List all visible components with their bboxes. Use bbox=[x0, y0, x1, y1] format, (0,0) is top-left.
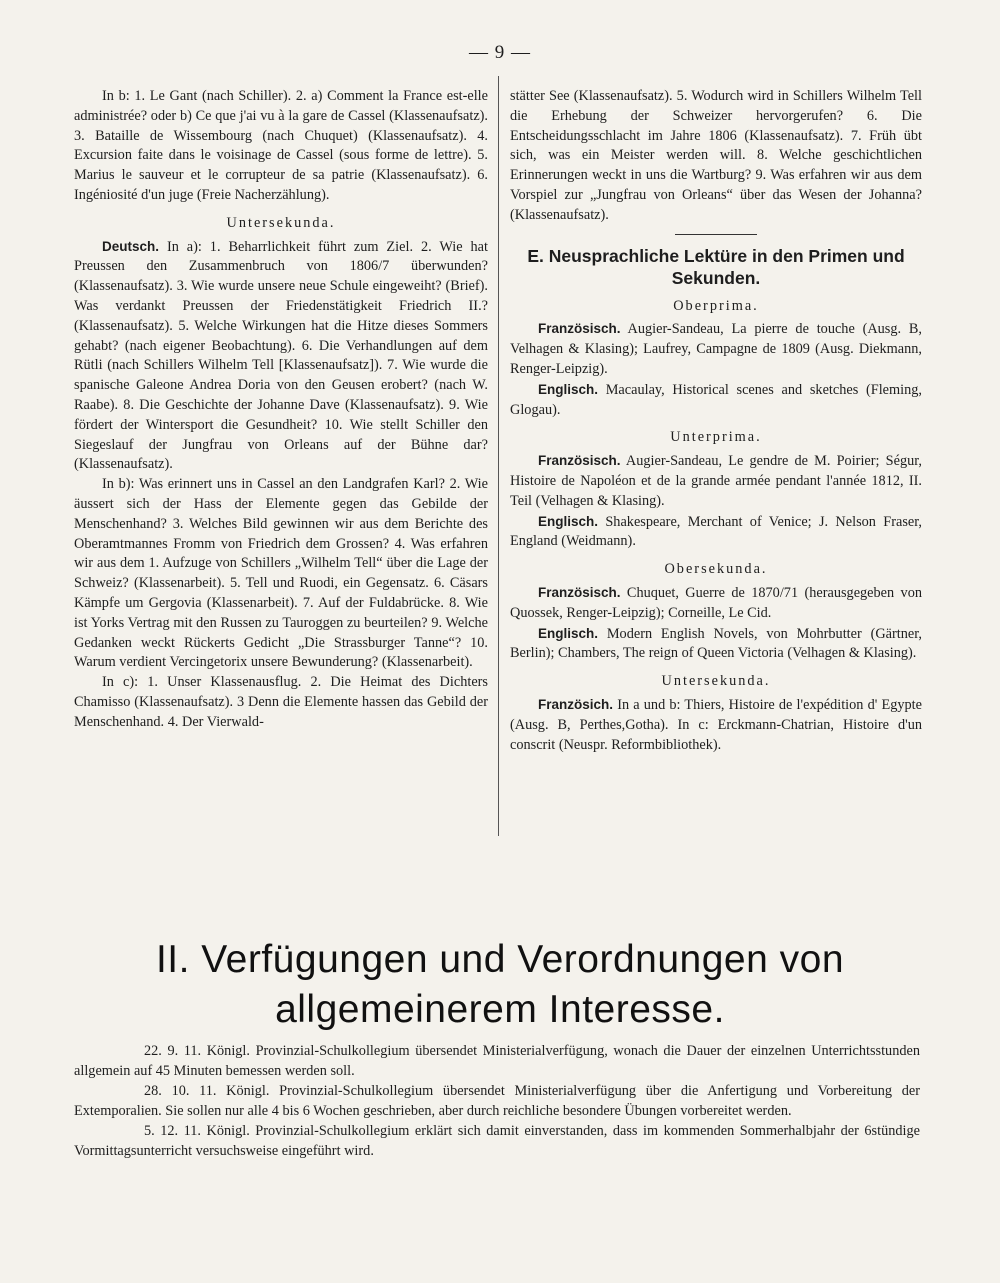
oberprima-english bbox=[510, 380, 922, 421]
section-ii-title-line1: II. Verfügungen und Verordnungen von bbox=[155, 938, 845, 981]
page-number: — 9 — bbox=[469, 42, 531, 63]
unterprima-french bbox=[510, 451, 922, 511]
left-column bbox=[74, 87, 488, 733]
obersekunda-french-topics: In b: 1. Le Gant (nach Schiller). 2. a) Comment la France est-elle administrée? oder b) Ce que j'ai vu à la gare de Cassel (Klassenaufsatz). 3. Bataille de Wissembourg (nach Chuquet) (Klassenaufsatz). 4. Excursion faite dans le voisinage de Cassel (sous forme de lettre). 5. Marius le sauveur et le corrupteur de sa patrie (Klassenaufsatz). 6. Ingéniosité d'un juge (Freie Nacherzählung). bbox=[74, 88, 488, 203]
subject-franzoesisch: Französisch. bbox=[538, 321, 621, 337]
reading-text: Chuquet, Guerre de 1870/71 (herausgegeben von Quossek, Renger-Leipzig); Corneille, Le Cid. bbox=[510, 584, 922, 621]
reading-text: Modern English Novels, von Mohrbutter (Gärtner, Berlin); Chambers, The reign of Queen Victoria (Velhagen & Klasing). bbox=[510, 625, 922, 662]
obersekunda-french bbox=[510, 583, 922, 624]
heading-obersekunda: Obersekunda. bbox=[664, 561, 768, 578]
decree-item: 22. 9. 11. Königl. Provinzial-Schulkollegium übersendet Ministerialverfügung, wonach die Dauer der einzelnen Unterrichtsstunden allgemein auf 45 Minuten bemessen werden soll. bbox=[74, 1043, 920, 1079]
deutsch-paragraph-c: In c): 1. Unser Klassenausflug. 2. Die Heimat des Dichters Chamisso (Klassenaufsatz). 3 Denn die Elemente hassen das Gebild der Menschenhand. 4. Der Vierwald- bbox=[74, 674, 488, 730]
unterprima-english bbox=[510, 512, 922, 553]
heading-untersekunda-reading: Untersekunda. bbox=[661, 673, 771, 690]
reading-text: Shakespeare, Merchant of Venice; J. Nelson Fraser, England (Weidmann). bbox=[510, 513, 922, 550]
oberprima-french bbox=[510, 319, 922, 379]
decrees-list bbox=[74, 1042, 920, 1162]
deutsch-paragraph-b: In b): Was erinnert uns in Cassel an den Landgrafen Karl? 2. Wie äussert sich der Hass der Elemente gegen das Gebilde der Menschenhand? 3. Welches Bild gewinnen wir aus dem Berichte des Oberamtmannes Fromm von Friedrich dem Grossen? 4. Was erfahren wir aus dem 1. Aufzuge von Schillers „Wilhelm Tell“ über die Lage der Schweiz? (Klassenarbeit). 5. Tell und Ruodi, ein Gegensatz. 6. Cäsars Kämpfe um Gergovia (Klassenarbeit). 7. Auf der Fuldabrücke. 8. Wie ist Yorks Vertrag mit den Russen zu Tauroggen zu beurteilen? 9. Welche Gedanken weckt Rückerts Gedicht „Die Strassburger Tanne“? 10. Warum verdient Vercingetorix unsere Bewunderung? (Klassenarbeit). bbox=[74, 476, 488, 671]
subject-englisch: Englisch. bbox=[538, 381, 599, 397]
deutsch-paragraph-a bbox=[74, 237, 488, 476]
reading-text: Augier-Sandeau, La pierre de touche (Ausg. B, Velhagen & Klasing); Laufrey, Campagne de 1809 (Ausg. Diekmann, Renger-Leipzig). bbox=[510, 321, 922, 377]
reading-text: Augier-Sandeau, Le gendre de M. Poirier; Ségur, Histoire de Napoléon et de la grande armée pendant l'année 1812, II. Teil (Velhagen & Klasing). bbox=[510, 453, 922, 509]
obersekunda-english bbox=[510, 624, 922, 665]
section-ii-title bbox=[70, 935, 930, 1035]
subject-englisch: Englisch. bbox=[538, 625, 599, 641]
reading-text: In a und b: Thiers, Histoire de l'expédition d' Egypte (Ausg. B, Perthes,Gotha). In c: Erckmann-Chatrian, Histoire d'un conscrit (Neuspr. Reformbibliothek). bbox=[510, 696, 922, 753]
heading-unterprima: Unterprima. bbox=[670, 429, 762, 446]
reading-text: Macaulay, Historical scenes and sketches (Fleming, Glogau). bbox=[510, 381, 922, 418]
heading-oberprima: Oberprima. bbox=[673, 297, 759, 314]
subject-franzoesisch: Französich. bbox=[538, 696, 614, 712]
subject-franzoesisch: Französisch. bbox=[538, 453, 621, 469]
deutsch-a-text: In a): 1. Beharrlichkeit führt zum Ziel. 2. Wie hat Preussen den Zusammenbruch von 1806/7 überwunden? (Klassenaufsatz). 3. Wie wurde unsere neue Schule eingeweiht? (Brief). Was verdankt Preussen der Friedenstätigkeit Friedrich II.? (Klassenaufsatz). 5. Welche Wirkungen hat die Hitze dieses Sommers gehabt? (nach eigener Beobachtung). 6. Die Verhandlungen auf dem Rütli (nach Schillers Wilhelm Tell [Klassenaufsatz]). 7. Wie wurde die spanische Galeone Andrea Doria von den Geusen erobert? (nach W. Raabe). 8. Die Geschichte der Johanne Dave (Klassenaufsatz). 9. Wie fördert der Wintersport die Gesundheit? 10. Wie stellt Schiller den Siegeslauf der Jungfrau von Orleans auf der Bühne dar? (Klassenaufsatz). bbox=[74, 238, 488, 473]
subject-deutsch: Deutsch. bbox=[102, 238, 160, 254]
subject-franzoesisch: Französisch. bbox=[538, 584, 621, 600]
section-divider bbox=[675, 234, 757, 235]
subject-englisch: Englisch. bbox=[538, 513, 599, 529]
untersekunda-french bbox=[510, 695, 922, 755]
deutsch-continuation: stätter See (Klassenaufsatz). 5. Wodurch wird in Schillers Wilhelm Tell die Erhebung der Schweizer hervorgerufen? 6. Die Entscheidungsschlacht im Jahre 1806 (Klassenaufsatz). 7. Früh übt sich, was ein Meister werden will. 8. Welche geschichtlichen Erinnerungen weckt in uns die Wartburg? 9. Was erfahren wir aus dem Vorspiel zur „Jungfrau von Orleans“ über das Wesen der Johanna? (Klassenaufsatz). bbox=[510, 88, 922, 223]
decree-item: 28. 10. 11. Königl. Provinzial-Schulkollegium übersendet Ministerialverfügung über die Anfertigung und Vorbereitung der Extemporalien. Sie sollen nur alle 4 bis 6 Wochen geschrieben, aber durch reichliche besondere Übungen vorbereitet werden. bbox=[74, 1083, 920, 1119]
section-e-title: E. Neusprachliche Lektüre in den Primen und Sekunden. bbox=[527, 245, 905, 288]
right-column bbox=[510, 87, 922, 755]
decree-item: 5. 12. 11. Königl. Provinzial-Schulkollegium erklärt sich damit einverstanden, dass im kommenden Sommerhalbjahr der 6stündige Vormittagsunterricht versuchsweise eingeführt wird. bbox=[74, 1123, 920, 1159]
heading-untersekunda: Untersekunda. bbox=[226, 214, 336, 231]
section-ii-title-line2: allgemeinerem Interesse. bbox=[275, 988, 725, 1031]
column-divider bbox=[498, 76, 499, 836]
